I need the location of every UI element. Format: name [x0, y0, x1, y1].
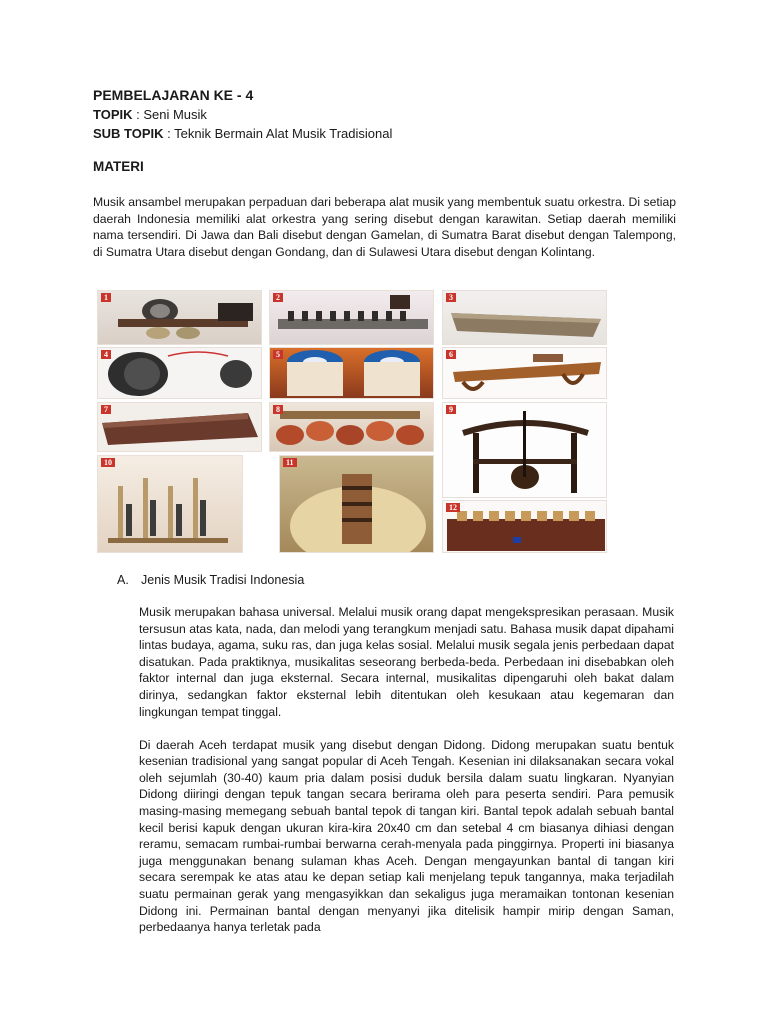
section-paragraph-1: Musik merupakan bahasa universal. Melalui musik orang dapat mengekspresikan perasaan. Musik tersusun atas kata, nada, dan melodi yang terangkum menjadi satu. Bahasa musik dapat dipahami lintas budaya, agama, suku ras, dan juga kelas sosial. Melalui musik segala jenis perbedaan dapat disatukan. Pada praktiknya, musikalitas seseorang berbeda-beda. Perbedaan ini disebabkan oleh faktor internal dan juga eksternal. Secara internal, musikalitas dipengaruhi oleh bakat dalam dirinya, sedangkan faktor eksternal lebih ditentukan oleh kesukaan atau kegemaran dan lingkungan tempat tinggal. — [139, 605, 674, 719]
instrument-photo-6 — [442, 347, 607, 399]
materi-heading: MATERI — [93, 159, 144, 174]
section-paragraph-2: Di daerah Aceh terdapat musik yang disebut dengan Didong. Didong merupakan suatu bentuk kesenian tradisional yang sangat popular di Aceh Tengah. Kesenian ini dilaksanakan secara vokal oleh sejumlah (30-40) kaum pria dalam posisi duduk bersila dalam suatu lingkaran. Nyanyian Didong diiringi dengan tepuk tangan secara berirama oleh para peserta sendiri. Para pemusik masing-masing memegang sebuah bantal tepok di tangan kiri. Bantal tepok adalah sebuah bantal kecil berisi kapuk dengan ukuran kira-kira 20x40 cm dan setebal 4 cm biasanya dihiasi dengan reramu, semacam rumbai-rumbai berwarna cerah-menyala pada pinggirnya. Properti ini biasanya juga menggunakan benang sulaman khas Aceh. Dengan mengayunkan bantal di tangan kiri secara serempak ke atas atau ke depan setiap kali menjelang tepuk tangannya, maka terjadilah suatu permainan gerak yang mengasyikkan dan sekaligus juga meramaikan tontonan kesenian Didong ini. Permainan bantal dengan menyanyi jika ditelisik hampir mirip dengan Saman, perbedaanya hanya terletak pada — [139, 737, 674, 935]
photo-number-5: 5 — [273, 350, 283, 359]
instrument-photo-4 — [97, 347, 262, 399]
instrument-photo-2 — [269, 290, 434, 345]
topic-line — [93, 105, 676, 124]
subtopic-key: SUB TOPIK — [93, 126, 164, 141]
photo-number-10: 10 — [101, 458, 115, 467]
tifa-icon — [280, 456, 434, 553]
saron-icon — [270, 291, 434, 345]
photo-number-12: 12 — [446, 503, 460, 512]
sasando-icon — [98, 403, 262, 452]
photo-number-9: 9 — [446, 405, 456, 414]
gong-icon — [98, 348, 262, 399]
instrument-photo-10 — [97, 455, 243, 553]
photo-number-6: 6 — [446, 350, 456, 359]
instrument-photo-7 — [97, 402, 262, 452]
kolintang-icon — [443, 501, 607, 553]
kendang-set-icon — [270, 403, 434, 452]
section-a-body — [139, 604, 674, 952]
gamelan-icon — [98, 291, 262, 345]
lesson-title: PEMBELAJARAN KE - 4 — [93, 87, 254, 103]
instrument-collage — [95, 287, 615, 555]
instrument-photo-11 — [279, 455, 434, 553]
instrument-photo-8 — [269, 402, 434, 452]
photo-number-8: 8 — [273, 405, 283, 414]
photo-number-3: 3 — [446, 293, 456, 302]
instrument-photo-9 — [442, 402, 607, 498]
kecapi-icon — [443, 291, 607, 345]
section-letter: A. — [117, 573, 129, 587]
photo-number-1: 1 — [101, 293, 111, 302]
kacapi-stand-icon — [443, 348, 607, 399]
subtopic-value: : Teknik Bermain Alat Musik Tradisional — [163, 126, 393, 141]
drum-icon — [270, 348, 434, 399]
section-title: Jenis Musik Tradisi Indonesia — [141, 573, 305, 587]
angklung-icon — [98, 456, 243, 553]
instrument-photo-3 — [442, 290, 607, 345]
instrument-photo-5 — [269, 347, 434, 399]
photo-number-2: 2 — [273, 293, 283, 302]
document-header — [93, 86, 676, 260]
photo-number-11: 11 — [283, 458, 297, 467]
topic-key: TOPIK — [93, 107, 133, 122]
rebab-stand-icon — [443, 403, 607, 498]
instrument-photo-12 — [442, 500, 607, 553]
intro-paragraph: Musik ansambel merupakan perpaduan dari beberapa alat musik yang membentuk suatu orkestra. Di setiap daerah Indonesia memiliki alat orkestra yang sering disebut dengan karawitan. Setiap daerah memiliki nama tersendiri. Di Jawa dan Bali disebut dengan Gamelan, di Sumatra Barat disebut dengan Talempong, di Sumatra Utara disebut dengan Gondang, dan di Sulawesi Utara disebut dengan Kolintang. — [93, 195, 676, 259]
topic-value: : Seni Musik — [132, 107, 207, 122]
section-a-heading — [117, 572, 304, 589]
subtopic-line — [93, 124, 676, 143]
photo-number-4: 4 — [101, 350, 111, 359]
photo-number-7: 7 — [101, 405, 111, 414]
instrument-photo-1 — [97, 290, 262, 345]
